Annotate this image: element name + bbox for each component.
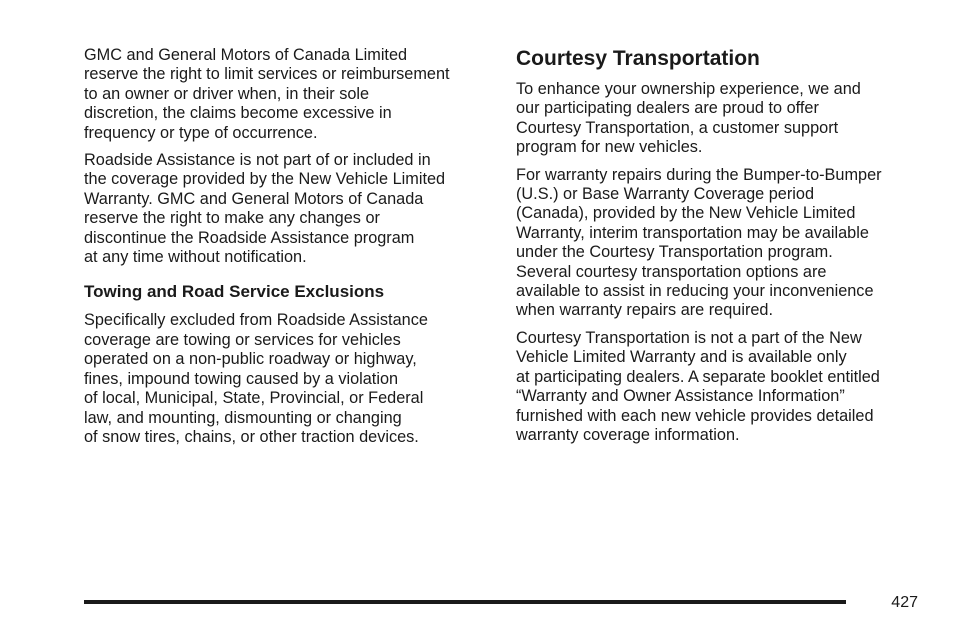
roadside-assistance-paragraph: Roadside Assistance is not part of or included in the coverage provided by the New Vehicle Limited Warranty. GMC and General Motors of Canada reserve the right to make any changes or discontinue the Roadside Assistance program at any time without notification. — [84, 151, 446, 267]
right-column — [516, 46, 926, 453]
left-column — [84, 46, 494, 455]
courtesy-transportation-heading: Courtesy Transportation — [516, 47, 760, 70]
ownership-experience-paragraph: To enhance your ownership experience, we and our participating dealers are proud to offer Courtesy Transportation, a customer support program for new vehicles. — [516, 80, 861, 157]
towing-exclusions-paragraph: Specifically excluded from Roadside Assistance coverage are towing or services for vehicles operated on a non-public roadway or highway, fines, impound towing caused by a violation of local, Municipal, State, Provincial, or Federal law, and mounting, dismounting or changing of snow tires, chains, or other traction devices. — [84, 311, 428, 446]
footer-rule — [84, 600, 846, 604]
participating-dealers-paragraph: Courtesy Transportation is not a part of the New Vehicle Limited Warranty and is available only at participating dealers. A separate booklet entitled “Warranty and Owner Assistance Information” furnished with each new vehicle provides detailed warranty coverage information. — [516, 328, 880, 444]
warranty-repairs-paragraph: For warranty repairs during the Bumper-to-Bumper (U.S.) or Base Warranty Coverage period (Canada), provided by the New Vehicle Limited Warranty, interim transportation may be available under the Courtesy Transportation program. Several courtesy transportation options are available to assist in reducing your inconvenience when warranty repairs are required. — [516, 165, 882, 320]
service-limit-paragraph: GMC and General Motors of Canada Limited reserve the right to limit services or reimbursement to an owner or driver when, in their sole discretion, the claims become excessive in frequency or type of occurrence. — [84, 46, 450, 142]
page-number: 427 — [891, 594, 918, 611]
towing-exclusions-heading: Towing and Road Service Exclusions — [84, 282, 385, 302]
